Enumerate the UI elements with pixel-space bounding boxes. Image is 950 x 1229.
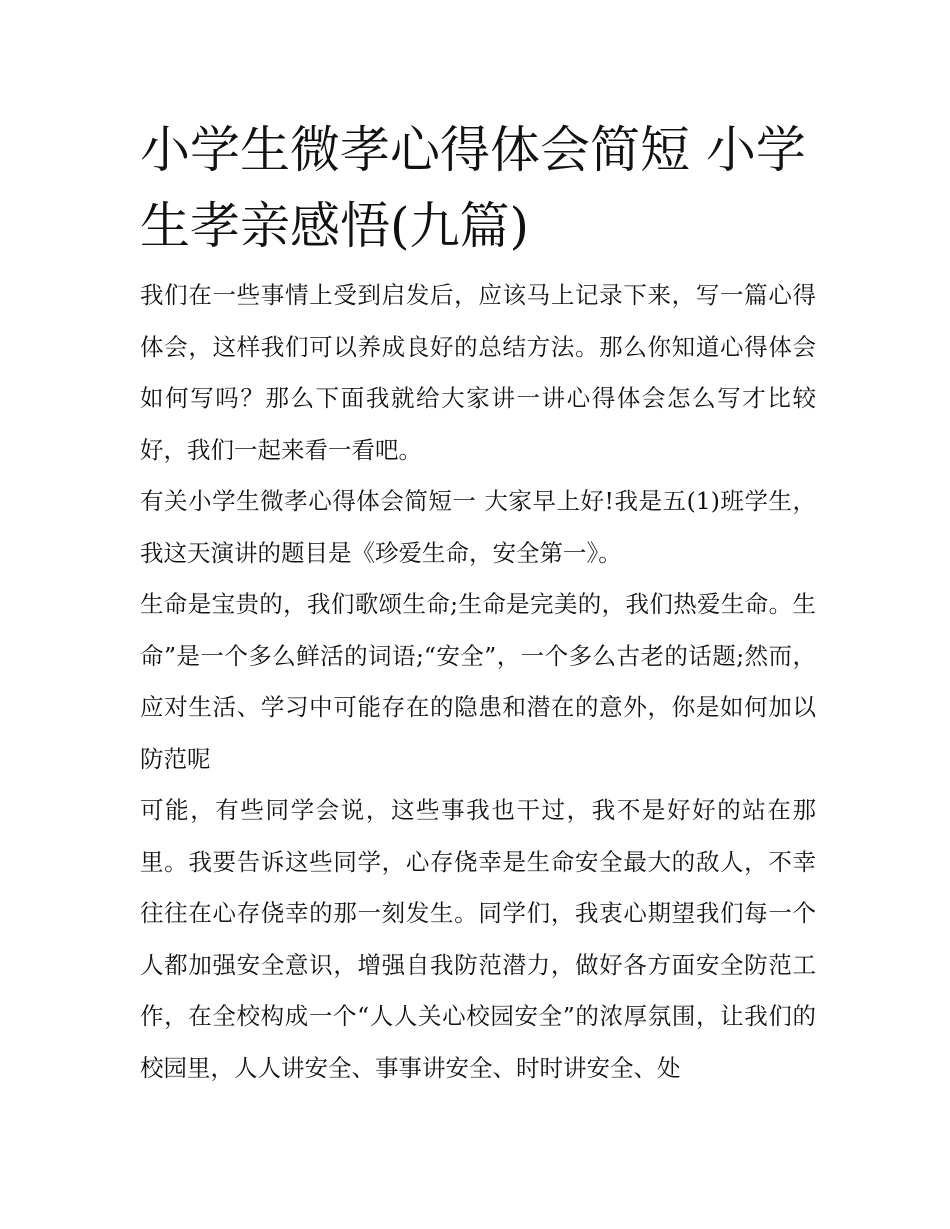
paragraph-warning: 可能，有些同学会说，这些事我也干过，我不是好好的站在那里。我要告诉这些同学，心存侥幸是生命安全最大的敌人，不幸往往在心存侥幸的那一刻发生。同学们，我衷心期望我们每一个人都加强安全意识，增强自我防范潜力，做好各方面安全防范工作，在全校构成一个“人人关心校园安全”的浓厚氛围，让我们的校园里，人人讲安全、事事讲安全、时时讲安全、处 [140,796,816,1082]
paragraph-life-safety: 生命是宝贵的，我们歌颂生命;生命是完美的，我们热爱生命。生命”是一个多么鲜活的词语;“安全”，一个多么古老的话题;然而，应对生活、学习中可能存在的隐患和潜在的意外，你是如何加以防范呢 [140,590,816,773]
document-body [140,112,816,1094]
paragraph-intro: 我们在一些事情上受到启发后，应该马上记录下来，写一篇心得体会，这样我们可以养成良好的总结方法。那么你知道心得体会如何写吗？那么下面我就给大家讲一讲心得体会怎么写才比较好，我们一起来看一看吧。 [140,281,816,464]
document-title: 小学生微孝心得体会简短 小学生孝亲感悟(九篇) [140,121,806,255]
paragraph-speech-opening: 有关小学生微孝心得体会简短一 大家早上好!我是五(1)班学生，我这天演讲的题目是《珍爱生命，安全第一》。 [140,487,816,567]
